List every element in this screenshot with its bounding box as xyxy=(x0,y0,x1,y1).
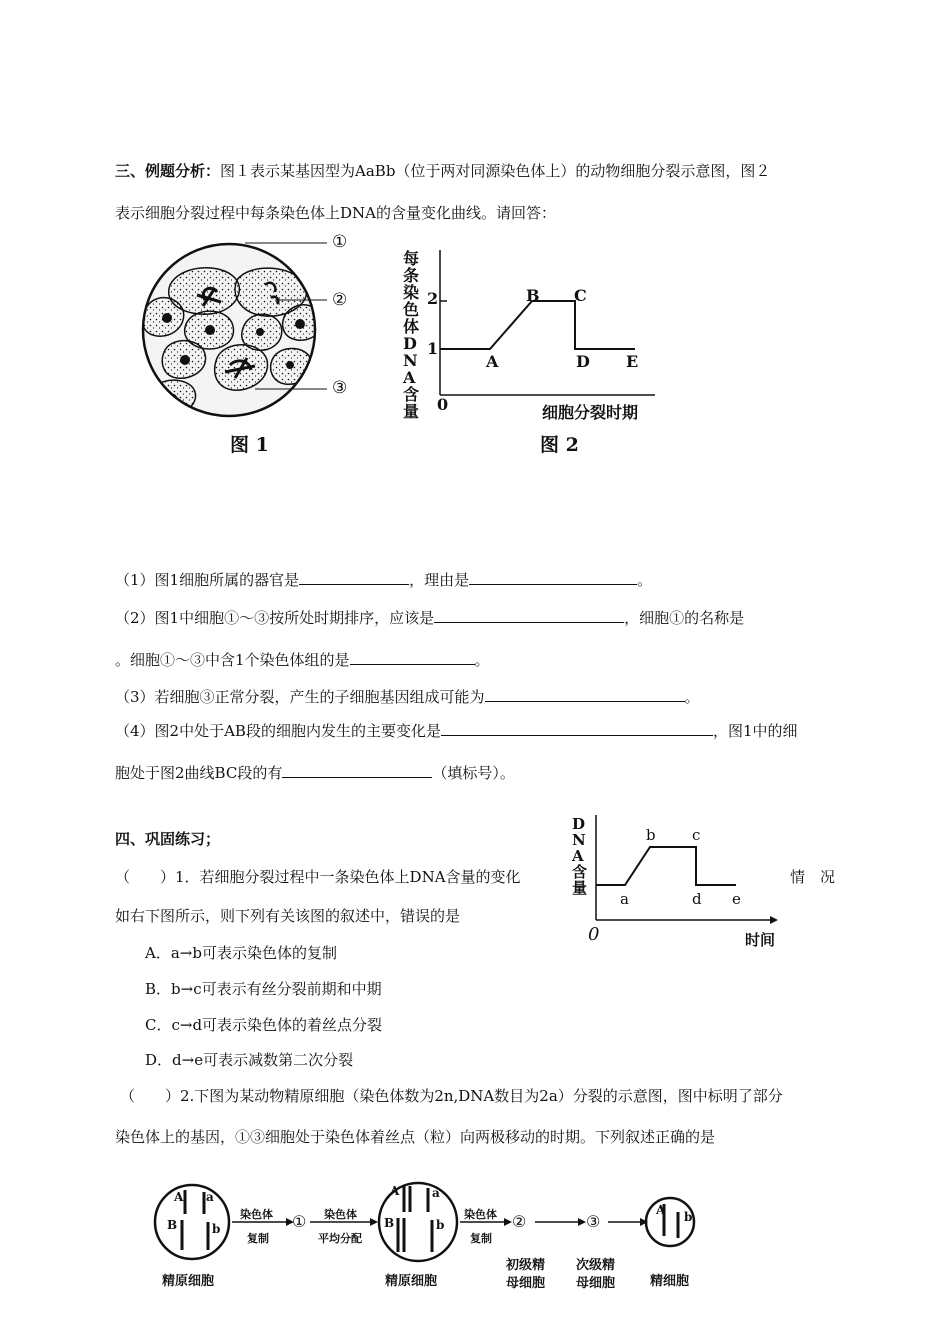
gene-label: B xyxy=(384,1216,395,1230)
arrow2-top: 染色体 xyxy=(324,1208,357,1221)
question-4-cont: 胞处于图2曲线BC段的有 （填标号）。 xyxy=(115,764,515,782)
ex1-xlabel: 时间 xyxy=(745,931,776,949)
fig1-marker-1: ① xyxy=(332,232,348,252)
arrow2-bottom: 平均分配 xyxy=(318,1232,362,1245)
gene-label: A xyxy=(656,1203,666,1217)
gene-label: b xyxy=(684,1210,693,1224)
ex1-point-d: d xyxy=(692,890,702,908)
flow-node-2: ② xyxy=(512,1212,527,1231)
flow-node-1: ① xyxy=(292,1212,307,1231)
exercise-1-line1-tail: 情 况 xyxy=(790,868,836,886)
meiosis-flow-diagram xyxy=(150,1172,710,1272)
gene-label: b xyxy=(436,1218,445,1232)
answer-blank[interactable] xyxy=(299,569,409,585)
fig2-point-a: A xyxy=(486,352,499,371)
caption-primary-2: 母细胞 xyxy=(506,1276,546,1291)
ex1-point-b: b xyxy=(646,826,656,844)
exercise-2-line2: 染色体上的基因，①③细胞处于染色体着丝点（粒）向两极移动的时期。下列叙述正确的是 xyxy=(115,1128,716,1146)
arrow3-bottom: 复制 xyxy=(470,1232,492,1245)
ex1-point-a: a xyxy=(620,890,629,908)
fig1-marker-3: ③ xyxy=(332,378,348,398)
fig2-tick-1: 1 xyxy=(427,339,439,358)
option-c[interactable]: C．c→d可表示染色体的着丝点分裂 xyxy=(145,1016,383,1034)
fig2-point-b: B xyxy=(526,286,540,305)
question-4: （4）图2中处于AB段的细胞内发生的主要变化是 ，图1中的细 xyxy=(115,722,798,740)
section3-intro-line2: 表示细胞分裂过程中每条染色体上DNA的含量变化曲线。请回答： xyxy=(115,204,556,222)
caption-secondary-2: 母细胞 xyxy=(576,1276,616,1291)
caption-secondary-1: 次级精 xyxy=(576,1258,616,1273)
arrow1-bottom: 复制 xyxy=(247,1232,269,1245)
gene-label: A xyxy=(390,1184,400,1198)
gene-label: a xyxy=(432,1186,440,1200)
caption-primary-1: 初级精 xyxy=(506,1258,546,1273)
fig2-origin: 0 xyxy=(437,395,449,414)
option-a[interactable]: A．a→b可表示染色体的复制 xyxy=(145,944,337,962)
answer-blank[interactable] xyxy=(469,569,637,585)
answer-blank[interactable] xyxy=(350,649,475,665)
answer-blank[interactable] xyxy=(282,762,432,778)
exercise-1-line2: 如右下图所示，则下列有关该图的叙述中，错误的是 xyxy=(115,907,461,925)
fig1-marker-2: ② xyxy=(332,290,348,310)
exercise-1-line1: （ ）1．若细胞分裂过程中一条染色体上DNA含量的变化 xyxy=(115,868,521,886)
fig2-xlabel: 细胞分裂时期 xyxy=(542,403,639,422)
gene-label: B xyxy=(167,1218,178,1232)
caption-spermatogonium-1: 精原细胞 xyxy=(162,1274,215,1289)
figure2-graph xyxy=(425,245,670,420)
section3-heading: 三、例题分析： xyxy=(115,162,221,180)
figure1-caption: 图 1 xyxy=(230,434,269,456)
caption-spermatogonium-2: 精原细胞 xyxy=(385,1274,438,1289)
answer-blank[interactable] xyxy=(434,607,624,623)
ex1-point-e: e xyxy=(732,890,741,908)
question-1: （1）图1细胞所属的器官是 ，理由是 。 xyxy=(115,571,653,589)
caption-sperm: 精细胞 xyxy=(650,1274,690,1289)
answer-blank[interactable] xyxy=(441,720,713,736)
exercise-2-line1: （ ）2.下图为某动物精原细胞（染色体数为2n,DNA数目为2a）分裂的示意图，图中标明了部分 xyxy=(120,1087,783,1105)
ex1-graph-ylabel: DNA含量 xyxy=(572,815,588,897)
ex1-point-c: c xyxy=(692,826,701,844)
fig2-point-c: C xyxy=(574,286,587,305)
fig2-tick-2: 2 xyxy=(427,289,439,308)
figure2-caption: 图 2 xyxy=(540,434,579,456)
section3-intro-line1: 三、例题分析：图１表示某基因型为AaBb（位于两对同源染色体上）的动物细胞分裂示意图，图２ xyxy=(115,162,771,180)
fig2-point-e: E xyxy=(626,352,639,371)
option-d[interactable]: D．d→e可表示减数第二次分裂 xyxy=(145,1051,354,1069)
flow-node-3: ③ xyxy=(586,1212,601,1231)
gene-label: b xyxy=(212,1222,221,1236)
section4-heading: 四、巩固练习； xyxy=(115,830,221,848)
fig2-point-d: D xyxy=(576,352,590,371)
arrow3-top: 染色体 xyxy=(464,1208,497,1221)
fig2-ylabel: 每条染色体DNA含量 xyxy=(403,249,420,421)
exercise1-graph xyxy=(588,810,778,930)
option-b[interactable]: B．b→c可表示有丝分裂前期和中期 xyxy=(145,980,382,998)
question-2: （2）图1中细胞①～③按所处时期排序，应该是 ，细胞①的名称是 xyxy=(115,609,745,627)
arrow1-top: 染色体 xyxy=(240,1208,273,1221)
figure1-micrograph xyxy=(125,240,365,420)
gene-label: a xyxy=(206,1190,214,1204)
ex1-origin: 0 xyxy=(588,924,600,945)
gene-label: A xyxy=(174,1190,184,1204)
question-2-cont: 。细胞①～③中含1个染色体组的是 。 xyxy=(115,651,490,669)
answer-blank[interactable] xyxy=(485,686,685,702)
question-3: （3）若细胞③正常分裂，产生的子细胞基因组成可能为 。 xyxy=(115,688,700,706)
